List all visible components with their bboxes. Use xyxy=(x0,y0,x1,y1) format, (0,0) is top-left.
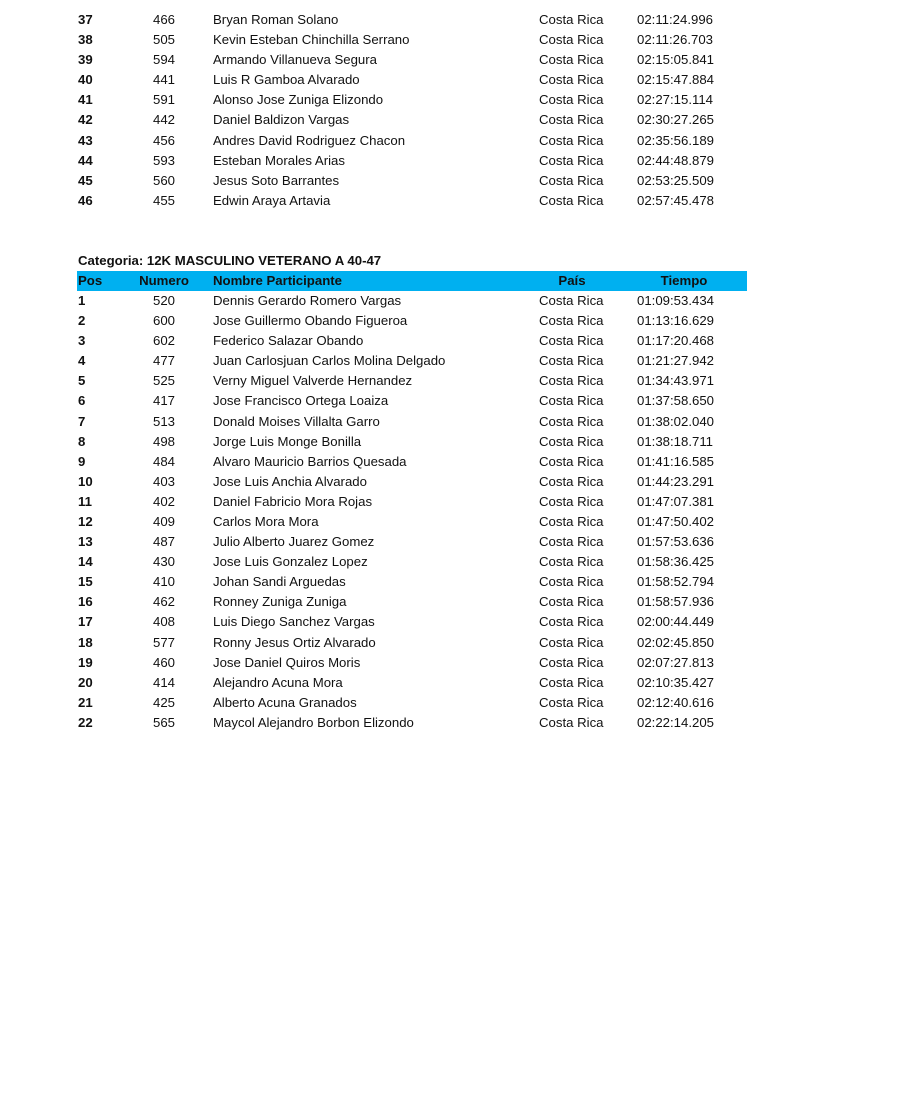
time-cell: 02:15:05.841 xyxy=(637,52,715,68)
participant-name-cell: Carlos Mora Mora xyxy=(213,513,319,529)
bib-number-cell: 425 xyxy=(152,694,175,710)
time-cell: 02:12:40.616 xyxy=(637,694,715,710)
table-row xyxy=(77,633,747,653)
position-cell: 39 xyxy=(78,52,93,68)
position-cell: 10 xyxy=(78,473,93,489)
category-title: Categoria: 12K MASCULINO VETERANO A 40-47 xyxy=(78,252,382,268)
time-cell: 01:47:07.381 xyxy=(637,493,715,509)
table-row xyxy=(77,191,747,211)
time-cell: 02:10:35.427 xyxy=(637,674,715,690)
table-row xyxy=(77,693,747,713)
position-cell: 40 xyxy=(78,72,93,88)
table-row xyxy=(77,351,747,371)
country-cell: Costa Rica xyxy=(539,574,604,590)
participant-name-cell: Jose Daniel Quiros Moris xyxy=(213,654,361,670)
bib-number-cell: 402 xyxy=(152,493,175,509)
country-cell: Costa Rica xyxy=(539,534,604,550)
participant-name-cell: Ronney Zuniga Zuniga xyxy=(213,594,347,610)
time-cell: 02:22:14.205 xyxy=(637,714,715,730)
position-cell: 5 xyxy=(78,373,86,389)
position-cell: 1 xyxy=(78,292,86,308)
bib-number-cell: 487 xyxy=(152,534,175,550)
country-cell: Costa Rica xyxy=(539,513,604,529)
bib-number-cell: 560 xyxy=(152,172,175,188)
participant-name-cell: Armando Villanueva Segura xyxy=(213,52,377,68)
time-cell: 01:17:20.468 xyxy=(637,333,715,349)
country-cell: Costa Rica xyxy=(539,614,604,630)
bib-number-cell: 505 xyxy=(152,32,175,48)
bib-number-cell: 462 xyxy=(152,594,175,610)
time-cell: 01:34:43.971 xyxy=(637,373,715,389)
table-row xyxy=(77,673,747,693)
table-row xyxy=(77,572,747,592)
bib-number-cell: 577 xyxy=(152,634,175,650)
time-cell: 01:41:16.585 xyxy=(637,453,715,469)
position-cell: 41 xyxy=(78,92,93,108)
country-cell: Costa Rica xyxy=(539,132,604,148)
table-row xyxy=(77,311,747,331)
country-cell: Costa Rica xyxy=(539,694,604,710)
table-row xyxy=(77,532,747,552)
time-cell: 02:35:56.189 xyxy=(637,132,715,148)
participant-name-cell: Kevin Esteban Chinchilla Serrano xyxy=(213,32,410,48)
header-pos: Pos xyxy=(77,271,131,291)
position-cell: 42 xyxy=(78,112,93,128)
table-row xyxy=(77,50,747,70)
bib-number-cell: 409 xyxy=(152,513,175,529)
results-sheet xyxy=(77,10,747,733)
participant-name-cell: Jose Francisco Ortega Loaiza xyxy=(213,393,389,409)
table-row xyxy=(77,653,747,673)
participant-name-cell: Alberto Acuna Granados xyxy=(213,694,357,710)
country-cell: Costa Rica xyxy=(539,152,604,168)
country-cell: Costa Rica xyxy=(539,52,604,68)
participant-name-cell: Ronny Jesus Ortiz Alvarado xyxy=(213,634,376,650)
section-gap xyxy=(77,211,747,251)
time-cell: 02:57:45.478 xyxy=(637,192,715,208)
bib-number-cell: 403 xyxy=(152,473,175,489)
country-cell: Costa Rica xyxy=(539,594,604,610)
bib-number-cell: 442 xyxy=(152,112,175,128)
time-cell: 02:30:27.265 xyxy=(637,112,715,128)
table-row xyxy=(77,171,747,191)
country-cell: Costa Rica xyxy=(539,453,604,469)
participant-name-cell: Jesus Soto Barrantes xyxy=(213,172,340,188)
time-cell: 02:44:48.879 xyxy=(637,152,715,168)
participant-name-cell: Luis Diego Sanchez Vargas xyxy=(213,614,375,630)
position-cell: 21 xyxy=(78,694,93,710)
position-cell: 19 xyxy=(78,654,93,670)
time-cell: 02:11:24.996 xyxy=(637,12,714,27)
bib-number-cell: 525 xyxy=(152,373,175,389)
table-row xyxy=(77,30,747,50)
bib-number-cell: 430 xyxy=(152,554,175,570)
table-row xyxy=(77,70,747,90)
time-cell: 02:02:45.850 xyxy=(637,634,715,650)
bib-number-cell: 484 xyxy=(152,453,175,469)
table-row xyxy=(77,10,747,30)
table-row xyxy=(77,131,747,151)
bib-number-cell: 455 xyxy=(152,192,175,208)
table-row xyxy=(77,371,747,391)
participant-name-cell: Jose Guillermo Obando Figueroa xyxy=(213,313,408,329)
position-cell: 8 xyxy=(78,433,86,449)
time-cell: 02:27:15.114 xyxy=(637,92,714,108)
time-cell: 01:13:16.629 xyxy=(637,313,715,329)
time-cell: 01:38:18.711 xyxy=(637,433,714,449)
bib-number-cell: 417 xyxy=(152,393,175,409)
participant-name-cell: Jorge Luis Monge Bonilla xyxy=(213,433,362,449)
country-cell: Costa Rica xyxy=(539,433,604,449)
bib-number-cell: 513 xyxy=(152,413,175,429)
results-table-veterano xyxy=(77,271,747,733)
position-cell: 17 xyxy=(78,614,93,630)
country-cell: Costa Rica xyxy=(539,373,604,389)
country-cell: Costa Rica xyxy=(539,393,604,409)
bib-number-cell: 441 xyxy=(152,72,175,88)
table-row xyxy=(77,592,747,612)
position-cell: 38 xyxy=(78,32,93,48)
bib-number-cell: 410 xyxy=(152,574,175,590)
country-cell: Costa Rica xyxy=(539,493,604,509)
participant-name-cell: Verny Miguel Valverde Hernandez xyxy=(213,373,413,389)
bib-number-cell: 456 xyxy=(152,132,175,148)
participant-name-cell: Juan Carlosjuan Carlos Molina Delgado xyxy=(213,353,446,369)
bib-number-cell: 565 xyxy=(152,714,175,730)
country-cell: Costa Rica xyxy=(539,333,604,349)
table-row xyxy=(77,492,747,512)
table-row xyxy=(77,391,747,411)
table-row xyxy=(77,472,747,492)
position-cell: 3 xyxy=(78,333,86,349)
bib-number-cell: 593 xyxy=(152,152,175,168)
position-cell: 15 xyxy=(78,574,93,590)
country-cell: Costa Rica xyxy=(539,413,604,429)
participant-name-cell: Jose Luis Anchia Alvarado xyxy=(213,473,367,489)
bib-number-cell: 602 xyxy=(152,333,175,349)
time-cell: 01:09:53.434 xyxy=(637,292,715,308)
position-cell: 13 xyxy=(78,534,93,550)
participant-name-cell: Dennis Gerardo Romero Vargas xyxy=(213,292,402,308)
country-cell: Costa Rica xyxy=(539,674,604,690)
table-row xyxy=(77,412,747,432)
bib-number-cell: 477 xyxy=(152,353,175,369)
time-cell: 01:37:58.650 xyxy=(637,393,715,409)
position-cell: 22 xyxy=(78,714,93,730)
position-cell: 11 xyxy=(78,493,92,509)
results-table-continued xyxy=(77,10,747,211)
country-cell: Costa Rica xyxy=(539,192,604,208)
position-cell: 46 xyxy=(78,192,93,208)
time-cell: 01:44:23.291 xyxy=(637,473,715,489)
participant-name-cell: Donald Moises Villalta Garro xyxy=(213,413,380,429)
bib-number-cell: 591 xyxy=(152,92,175,108)
time-cell: 01:21:27.942 xyxy=(637,353,715,369)
bib-number-cell: 466 xyxy=(152,12,175,27)
position-cell: 9 xyxy=(78,453,86,469)
position-cell: 45 xyxy=(78,172,93,188)
position-cell: 16 xyxy=(78,594,93,610)
table-row xyxy=(77,291,747,311)
time-cell: 01:57:53.636 xyxy=(637,534,715,550)
bib-number-cell: 520 xyxy=(152,292,175,308)
participant-name-cell: Jose Luis Gonzalez Lopez xyxy=(213,554,368,570)
bib-number-cell: 414 xyxy=(152,674,175,690)
table-row xyxy=(77,713,747,733)
time-cell: 02:53:25.509 xyxy=(637,172,715,188)
time-cell: 01:58:36.425 xyxy=(637,554,715,570)
country-cell: Costa Rica xyxy=(539,72,604,88)
bib-number-cell: 594 xyxy=(152,52,175,68)
time-cell: 01:58:57.936 xyxy=(637,594,715,610)
participant-name-cell: Luis R Gamboa Alvarado xyxy=(213,72,360,88)
time-cell: 01:58:52.794 xyxy=(637,574,715,590)
country-cell: Costa Rica xyxy=(539,172,604,188)
time-cell: 02:15:47.884 xyxy=(637,72,715,88)
participant-name-cell: Esteban Morales Arias xyxy=(213,152,345,168)
position-cell: 4 xyxy=(78,353,86,369)
participant-name-cell: Daniel Baldizon Vargas xyxy=(213,112,350,128)
results-table-body xyxy=(77,10,747,211)
table-row xyxy=(77,452,747,472)
table-row xyxy=(77,110,747,130)
position-cell: 18 xyxy=(78,634,93,650)
table-row xyxy=(77,331,747,351)
country-cell: Costa Rica xyxy=(539,554,604,570)
participant-name-cell: Alvaro Mauricio Barrios Quesada xyxy=(213,453,407,469)
position-cell: 20 xyxy=(78,674,93,690)
country-cell: Costa Rica xyxy=(539,12,604,27)
bib-number-cell: 460 xyxy=(152,654,175,670)
country-cell: Costa Rica xyxy=(539,292,604,308)
participant-name-cell: Edwin Araya Artavia xyxy=(213,192,331,208)
table-header-row xyxy=(77,271,747,291)
bib-number-cell: 600 xyxy=(152,313,175,329)
country-cell: Costa Rica xyxy=(539,714,604,730)
position-cell: 12 xyxy=(78,513,93,529)
time-cell: 01:47:50.402 xyxy=(637,513,715,529)
participant-name-cell: Alonso Jose Zuniga Elizondo xyxy=(213,92,384,108)
country-cell: Costa Rica xyxy=(539,92,604,108)
participant-name-cell: Andres David Rodriguez Chacon xyxy=(213,132,406,148)
country-cell: Costa Rica xyxy=(539,654,604,670)
participant-name-cell: Federico Salazar Obando xyxy=(213,333,364,349)
country-cell: Costa Rica xyxy=(539,353,604,369)
participant-name-cell: Julio Alberto Juarez Gomez xyxy=(213,534,375,550)
participant-name-cell: Johan Sandi Arguedas xyxy=(213,574,346,590)
table-row xyxy=(77,612,747,632)
table-row xyxy=(77,512,747,532)
header-pais: País xyxy=(523,271,621,291)
bib-number-cell: 408 xyxy=(152,614,175,630)
table-row xyxy=(77,432,747,452)
country-cell: Costa Rica xyxy=(539,32,604,48)
position-cell: 7 xyxy=(78,413,86,429)
position-cell: 14 xyxy=(78,554,93,570)
results-table-body xyxy=(77,291,747,733)
position-cell: 43 xyxy=(78,132,93,148)
country-cell: Costa Rica xyxy=(539,112,604,128)
position-cell: 2 xyxy=(78,313,86,329)
header-nombre: Nombre Participante xyxy=(197,271,523,291)
country-cell: Costa Rica xyxy=(539,473,604,489)
table-row xyxy=(77,552,747,572)
time-cell: 02:00:44.449 xyxy=(637,614,715,630)
country-cell: Costa Rica xyxy=(539,634,604,650)
time-cell: 02:07:27.813 xyxy=(637,654,715,670)
participant-name-cell: Bryan Roman Solano xyxy=(213,12,339,27)
time-cell: 01:38:02.040 xyxy=(637,413,715,429)
position-cell: 44 xyxy=(78,152,93,168)
position-cell: 6 xyxy=(78,393,86,409)
table-row xyxy=(77,151,747,171)
participant-name-cell: Maycol Alejandro Borbon Elizondo xyxy=(213,714,414,730)
table-row xyxy=(77,90,747,110)
participant-name-cell: Daniel Fabricio Mora Rojas xyxy=(213,493,373,509)
participant-name-cell: Alejandro Acuna Mora xyxy=(213,674,343,690)
header-tiempo: Tiempo xyxy=(621,271,747,291)
time-cell: 02:11:26.703 xyxy=(637,32,714,48)
position-cell: 37 xyxy=(78,12,93,27)
bib-number-cell: 498 xyxy=(152,433,175,449)
header-numero: Numero xyxy=(131,271,197,291)
country-cell: Costa Rica xyxy=(539,313,604,329)
